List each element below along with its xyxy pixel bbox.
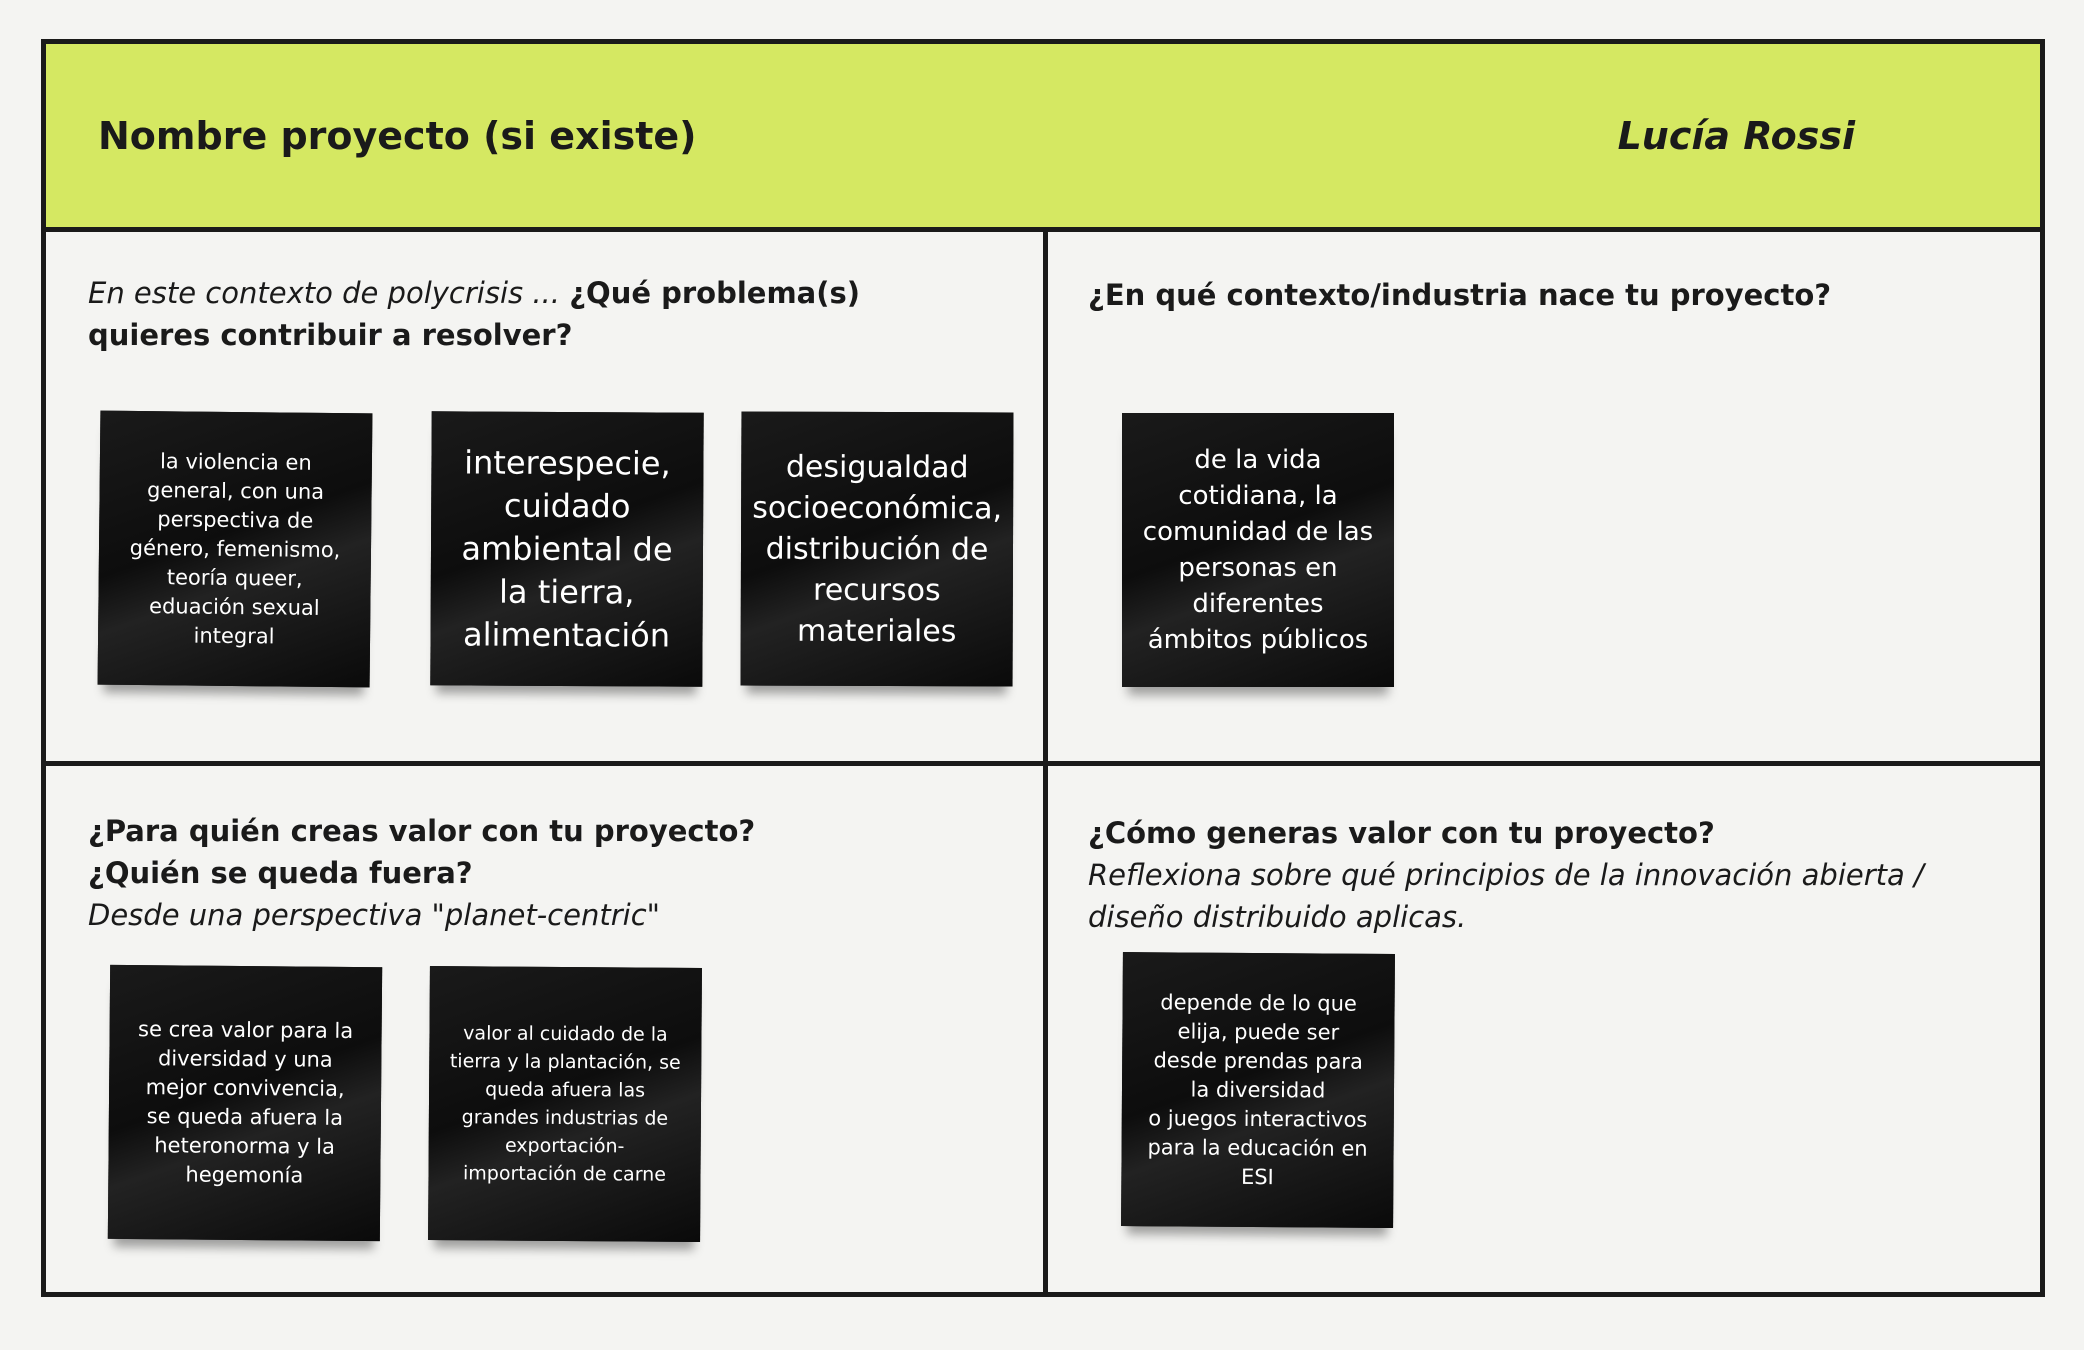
sticky-note[interactable]: [741, 412, 1014, 687]
sticky-note-text: de la vida cotidiana, la comunidad de las personas en diferentes ámbitos públicos: [1142, 445, 1374, 655]
author-name[interactable]: Lucía Rossi: [1617, 114, 1855, 158]
for-whom-question-2: ¿Quién se queda fuera?: [88, 856, 473, 890]
problems-intro: En este contexto de polycrisis ...: [88, 276, 570, 310]
sticky-note-text: depende de lo que elija, puede ser desde prendas para la diversidad o juegos interactivos para la educación en ESI: [1147, 989, 1368, 1189]
sticky-note[interactable]: [428, 966, 702, 1242]
sticky-note[interactable]: [430, 411, 703, 686]
sticky-note-text: la violencia en general, con una perspectiva de género, femenismo, teoría queer, eduación sexual integral: [129, 448, 341, 648]
problems-question-text: ¿Qué problema(s) quieres contribuir a resolver?: [88, 276, 861, 352]
horizontal-divider: [46, 761, 2040, 766]
for-whom-question: [88, 810, 988, 936]
problems-question: [88, 272, 968, 356]
sticky-note[interactable]: [98, 411, 373, 688]
sticky-note[interactable]: [108, 965, 382, 1241]
sticky-note-text: valor al cuidado de la tierra y la plantación, se queda afuera las grandes industrias de exportación- importación de carne: [449, 1022, 681, 1186]
sticky-note-text: se crea valor para la diversidad y una mejor convivencia, se queda afuera la heteronorma y la hegemonía: [137, 1017, 354, 1188]
how-question-text: ¿Cómo generas valor con tu proyecto?: [1088, 816, 1715, 850]
for-whom-question-1: ¿Para quién creas valor con tu proyecto?: [88, 814, 756, 848]
project-title[interactable]: Nombre proyecto (si existe): [98, 114, 697, 158]
sticky-note[interactable]: [1122, 413, 1394, 687]
how-question: [1088, 812, 1988, 938]
for-whom-subtitle: Desde una perspectiva "planet-centric": [88, 898, 660, 932]
canvas-board: [41, 39, 2045, 1297]
context-question: ¿En qué contexto/industria nace tu proyecto?: [1088, 278, 1832, 312]
sticky-note[interactable]: [1121, 952, 1395, 1228]
how-subtitle: Reflexiona sobre qué principios de la innovación abierta / diseño distribuido aplicas.: [1088, 858, 1924, 934]
header-bar: [46, 44, 2040, 232]
sticky-note-text: desigualdad socioeconómica, distribución de recursos materiales: [752, 449, 1003, 649]
sticky-note-text: interespecie, cuidado ambiental de la tierra, alimentación: [461, 442, 673, 655]
